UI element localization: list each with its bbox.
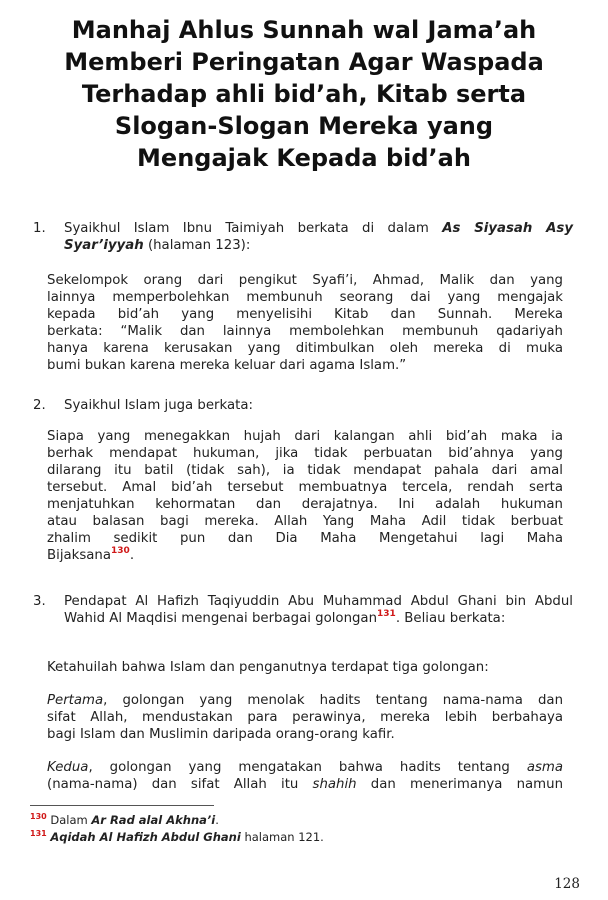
intro-line: Ketahuilah bahwa Islam dan penganutnya terdapat tiga golongan:: [47, 660, 489, 675]
footnote-text: .: [215, 813, 219, 827]
footnote-ref-130[interactable]: 130: [111, 546, 130, 556]
quote-block-2: [47, 428, 563, 564]
quote-line: menjatuhkan kehormatan dan derajatnya. Ini adalah hukuman: [47, 497, 563, 512]
asma-term: asma: [526, 760, 563, 775]
footnote-ref-131[interactable]: 131: [377, 609, 396, 619]
list-item-3: [33, 593, 573, 627]
footnote-130: [30, 812, 550, 829]
kedua-line: [47, 776, 563, 793]
quote-line: tersebut. Amal bid’ah tersebut membuatnya tercela, rendah serta: [47, 480, 563, 495]
quote-line: Sekelompok orang dari pengikut Syafi’i, Ahmad, Malik dan yang: [47, 273, 563, 288]
page-title: [24, 14, 584, 174]
quote-line: hanya karena kerusakan yang ditimbulkan oleh mereka di muka: [47, 341, 563, 356]
item-text: [64, 593, 573, 627]
quote-line: lainnya memperbolehkan membunuh seorang dai yang mengajak: [47, 290, 563, 305]
quote-line: atau balasan bagi mereka. Allah Yang Maha Adil tidak berbuat: [47, 514, 563, 529]
pertama-paragraph: [47, 692, 563, 743]
footnote-131: [30, 829, 550, 846]
quote-line: berhak mendapat hukuman, jika tidak perbuatan bid’ahnya yang: [47, 446, 563, 461]
footnote-text: halaman 121.: [240, 830, 324, 844]
kedua-label: Kedua: [47, 760, 89, 775]
item-number: 3.: [33, 594, 46, 609]
kedua-line: [47, 759, 563, 776]
quote-block-1: [47, 272, 563, 374]
title-line: Slogan-Slogan Mereka yang: [114, 112, 494, 140]
item-number: 1.: [33, 221, 46, 236]
title-line: Memberi Peringatan Agar Waspada: [64, 48, 544, 76]
quote-line: kepada bid’ah yang menyelisihi Kitab dan Sunnah. Mereka: [47, 307, 563, 322]
quote-line: dilarang itu batil (tidak sah), ia tidak mendapat pahala dari amal: [47, 463, 563, 478]
quote-text: .: [129, 548, 135, 563]
quote-line: [47, 547, 563, 564]
title-line: Terhadap ahli bid’ah, Kitab serta: [81, 80, 527, 108]
kedua-text: , golongan yang mengatakan bahwa hadits tentang: [88, 760, 527, 775]
footnote-reference: Ar Rad alal Akhna’i: [91, 813, 216, 827]
footnote-text: Dalam: [50, 813, 92, 827]
pertama-line: bagi Islam dan Muslimin daripada orang-orang kafir.: [47, 727, 395, 742]
footnotes: [30, 812, 550, 846]
item-text: Syaikhul Islam juga berkata:: [64, 398, 253, 413]
footnote-number: 131: [30, 829, 47, 838]
item-text-part: Pendapat Al Hafizh Taqiyuddin Abu Muhammad Abdul Ghani bin Abdul Wahid Al Maqdisi mengenai berbagai golongan: [64, 594, 573, 626]
pertama-label: Pertama: [47, 693, 104, 708]
kedua-text: (nama-nama) dan sifat Allah itu: [47, 777, 313, 792]
title-line: Mengajak Kepada bid’ah: [137, 144, 471, 172]
list-item-2: [33, 397, 573, 414]
page-number: 128: [554, 876, 580, 892]
item-text: [64, 220, 573, 254]
footnote-number: 130: [30, 812, 47, 821]
quote-line: Siapa yang menegakkan hujah dari kalangan ahli bid’ah maka ia: [47, 429, 563, 444]
quote-line: berkata: “Malik dan lainnya membolehkan membunuh qadariyah: [47, 324, 563, 339]
pertama-line: sifat Allah, mendustakan para perawinya, mereka lebih berbahaya: [47, 710, 563, 725]
kedua-paragraph: [47, 759, 563, 793]
title-line: Manhaj Ahlus Sunnah wal Jama’ah: [71, 16, 537, 44]
quote-line: bumi bukan karena mereka keluar dari agama Islam.”: [47, 358, 407, 373]
item-text-part: . Beliau berkata:: [395, 611, 506, 626]
footnote-reference: Aqidah Al Hafizh Abdul Ghani: [50, 830, 241, 844]
footnote-divider: [30, 805, 214, 806]
list-item-1: [33, 220, 573, 254]
item-number: 2.: [33, 398, 46, 413]
pertama-text: , golongan yang menolak hadits tentang nama-nama dan: [103, 693, 563, 708]
kedua-text: dan menerimanya namun: [356, 777, 563, 792]
item-text-part: Syaikhul Islam Ibnu Taimiyah berkata di dalam: [64, 221, 443, 236]
quote-text: Bijaksana: [47, 548, 112, 563]
intro-paragraph: [47, 659, 563, 676]
quote-line: zhalim sedikit pun dan Dia Maha Mengetahui lagi Maha: [47, 531, 563, 546]
shahih-term: shahih: [312, 777, 357, 792]
item-text-part: (halaman 123):: [143, 238, 251, 253]
pertama-line: [47, 692, 563, 709]
book-title: As Siyasah Asy Syar’iyyah: [64, 221, 573, 253]
